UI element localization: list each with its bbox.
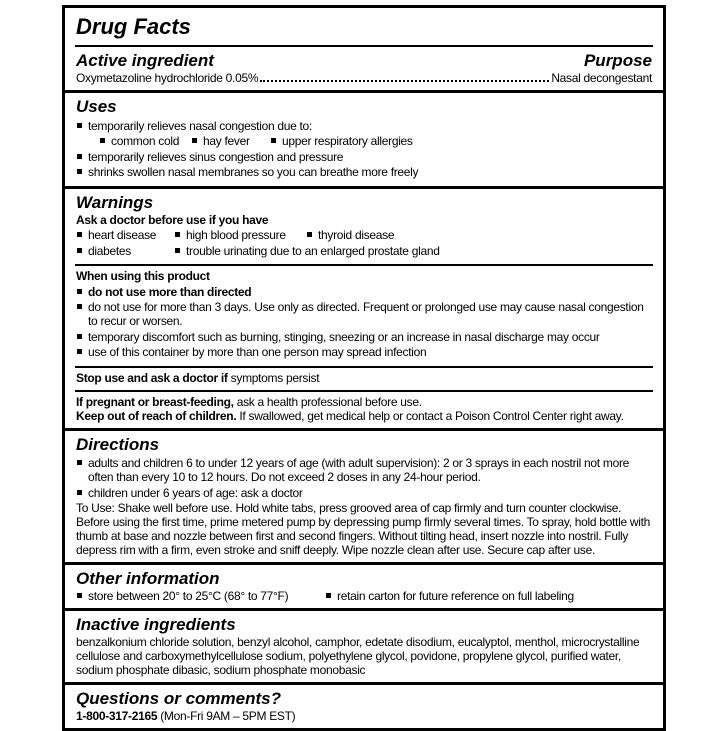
keep-out-bold: Keep out of reach of children. <box>76 408 237 423</box>
list-item <box>76 486 652 500</box>
active-ingredient-heading: Active ingredient <box>76 51 214 70</box>
when-using-bullet-2: temporary discomfort such as burning, stinging, sneezing or an increase in nasal discharge may occur <box>88 329 600 344</box>
warnings-heading: Warnings <box>76 192 154 212</box>
when-using-bold-bullet: do not use more than directed <box>88 284 252 299</box>
phone-hours: (Mon-Fri 9AM – 5PM EST) <box>157 709 296 723</box>
bullet-square-icon <box>326 593 331 598</box>
ask-doctor-row-2 <box>76 244 652 258</box>
directions-bullet-1: adults and children 6 to under 12 years of age (with adult supervision): 2 or 3 sprays in each nostril not more often than every 10 to 12 hours. Do not exceed 2 doses in any 24-hour period. <box>88 456 630 484</box>
page-title: Drug Facts <box>76 14 191 39</box>
list-item <box>76 345 652 359</box>
bullet-square-icon <box>100 138 105 143</box>
uses-section <box>65 90 663 186</box>
other-information-section <box>65 562 663 608</box>
bullet-square-icon <box>77 289 82 294</box>
other-information-row <box>76 589 652 603</box>
directions-section <box>65 428 663 563</box>
active-ingredient-section <box>65 47 663 90</box>
stop-use-bold: Stop use and ask a doctor if <box>76 370 228 385</box>
uses-heading: Uses <box>76 97 117 116</box>
bullet-square-icon <box>175 232 180 237</box>
ingredient-purpose: Nasal decongestant <box>551 71 652 85</box>
bullet-square-icon <box>77 334 82 339</box>
condition-diabetes: diabetes <box>88 243 131 258</box>
inactive-ingredients-text: benzalkonium chloride solution, benzyl alcohol, camphor, edetate disodium, eucalyptol, menthol, microcrystalline cellulose and carboxymethylcellulose sodium, polyethylene glycol, povidone, propylene glycol, purified water, sodium phosphate dibasic, sodium phosphate monobasic <box>76 635 640 677</box>
when-using-bullet-3: use of this container by more than one person may spread infection <box>88 345 427 359</box>
ingredient-name: Oxymetazoline hydrochloride 0.05% <box>76 71 259 85</box>
bullet-square-icon <box>77 593 82 598</box>
uses-sub-bullets <box>99 134 652 148</box>
dot-leader <box>260 80 549 82</box>
bullet-square-icon <box>77 349 82 354</box>
uses-sub-bullet-2: hay fever <box>203 134 250 148</box>
warnings-section <box>65 186 663 265</box>
retain-carton-bullet: retain carton for future reference on full labeling <box>337 589 574 603</box>
uses-sub-bullet-3: upper respiratory allergies <box>282 134 413 148</box>
condition-thyroid-disease: thyroid disease <box>318 228 395 242</box>
bullet-square-icon <box>77 490 82 495</box>
stop-use-rest: symptoms persist <box>227 370 320 385</box>
when-using-section <box>65 266 663 366</box>
bullet-square-icon <box>77 304 82 309</box>
phone-number: 1-800-317-2165 <box>76 709 158 723</box>
list-item <box>76 119 652 133</box>
stop-use-section <box>65 368 663 390</box>
when-using-heading: When using this product <box>76 269 210 283</box>
uses-bullet-3: shrinks swollen nasal membranes so you can breathe more freely <box>88 165 419 179</box>
ask-doctor-heading: Ask a doctor before use if you have <box>76 212 269 227</box>
list-item <box>76 300 652 328</box>
list-item <box>76 456 652 484</box>
inactive-ingredients-heading: Inactive ingredients <box>76 615 236 634</box>
bullet-square-icon <box>77 232 82 237</box>
pregnant-bold: If pregnant or breast-feeding, <box>76 394 234 409</box>
when-using-bullet-1: do not use for more than 3 days. Use only as directed. Frequent or prolonged use may cause nasal congestion to recur or worsen. <box>88 300 644 328</box>
list-item <box>76 285 652 299</box>
bullet-square-icon <box>77 154 82 159</box>
list-item <box>76 150 652 164</box>
directions-heading: Directions <box>76 434 160 454</box>
condition-trouble-urinating: trouble urinating due to an enlarged prostate gland <box>186 243 440 258</box>
directions-to-use: To Use: Shake well before use. Hold white tabs, press grooved area of cap firmly and turn counter clockwise. Before using the first time, prime metered pump by depressing pump firmly several times. To spray, hold bottle with thumb at base and nozzle between first and second fingers. Without tilting head, insert nozzle into nostril. Fully depress rim with a firm, even stroke and sniff deeply. Wipe nozzle clean after use. Secure cap after use. <box>76 501 650 557</box>
keep-out-rest: If swallowed, get medical help or contact a Poison Control Center right away. <box>236 408 624 423</box>
bullet-square-icon <box>307 232 312 237</box>
list-item <box>76 330 652 344</box>
inactive-ingredients-section <box>65 608 663 682</box>
bullet-square-icon <box>192 138 197 143</box>
bullet-square-icon <box>77 169 82 174</box>
drug-facts-label <box>62 5 666 731</box>
directions-bullet-2: children under 6 years of age: ask a doctor <box>88 485 303 500</box>
uses-sub-bullet-1: common cold <box>111 134 180 148</box>
questions-heading: Questions or comments? <box>76 689 281 708</box>
bullet-square-icon <box>175 248 180 253</box>
bullet-square-icon <box>77 123 82 128</box>
questions-section <box>65 682 663 728</box>
condition-heart-disease: heart disease <box>88 228 157 242</box>
pregnancy-children-section <box>65 392 663 428</box>
uses-bullet-2: temporarily relieves sinus congestion and pressure <box>88 149 344 164</box>
bullet-square-icon <box>271 138 276 143</box>
ask-doctor-row-1 <box>76 228 652 242</box>
other-information-heading: Other information <box>76 569 220 588</box>
storage-bullet: store between 20° to 25°C (68° to 77°F) <box>88 589 289 603</box>
bullet-square-icon <box>77 460 82 465</box>
purpose-heading: Purpose <box>583 51 652 70</box>
title-section <box>65 8 663 45</box>
list-item <box>76 165 652 179</box>
pregnant-rest: ask a health professional before use. <box>233 394 422 409</box>
uses-bullet-1: temporarily relieves nasal congestion due to: <box>88 118 312 133</box>
condition-high-blood-pressure: high blood pressure <box>186 228 286 242</box>
bullet-square-icon <box>77 248 82 253</box>
